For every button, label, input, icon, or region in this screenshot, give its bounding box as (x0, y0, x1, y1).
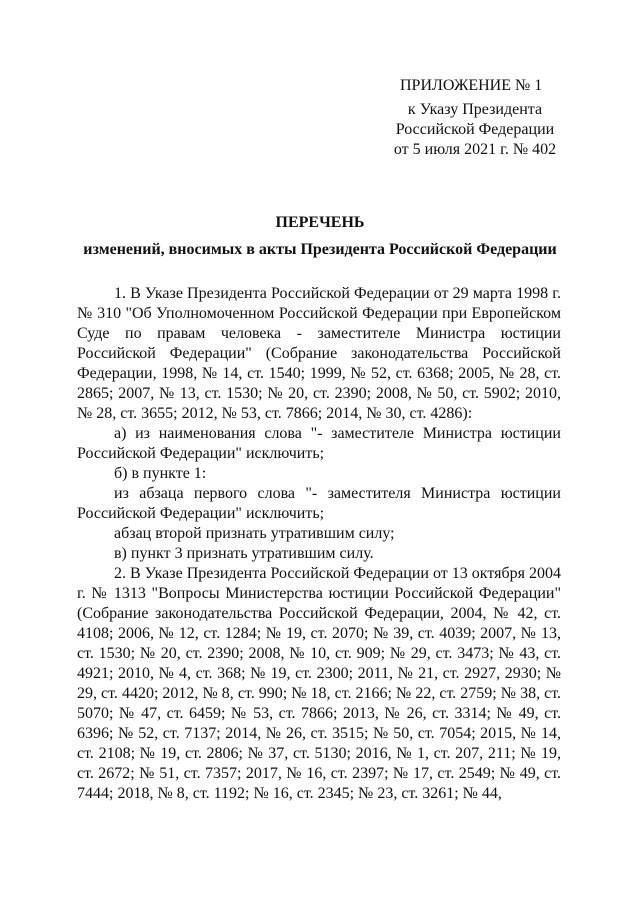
paragraph-subitem-a: а) из наименования слова "- заместителе Министра юстиции Российской Федерации" исключить; (77, 425, 561, 462)
appendix-block (390, 76, 610, 160)
appendix-ref-line: от 5 июля 2021 г. № 402 (393, 141, 557, 158)
paragraph-subitem-b-2: абзац второй признать утратившим силу; (114, 525, 395, 542)
paragraph-subitem-b-1: из абзаца первого слова "- заместителя Министра юстиции Российской Федерации" исключить; (77, 485, 561, 522)
appendix-number: ПРИЛОЖЕНИЕ № 1 (400, 77, 543, 94)
document-subtitle: изменений, вносимых в акты Президента Российской Федерации (83, 241, 557, 258)
paragraph-item-2: 2. В Указе Президента Российской Федерации от 13 октября 2004 г. № 1313 "Вопросы Министерства юстиции Российской Федерации" (Собрание законодательства Российской Федерации, 2004, № 42, ст. 4108; 2006, № 12, ст. 1284; № 19, ст. 2070; № 39, ст. 4039; 2007, № 13, ст. 1530; № 20, ст. 2390; 2008, № 10, ст. 909; № 29, ст. 3473; № 43, ст. 4921; 2010, № 4, ст. 368; № 19, ст. 2300; 2011, № 21, ст. 2927, 2930; № 29, ст. 4420; 2012, № 8, ст. 990; № 18, ст. 2166; № 22, ст. 2759; № 38, ст. 5070; № 47, ст. 6459; № 53, ст. 7866; 2013, № 26, ст. 3314; № 49, ст. 6396; № 52, ст. 7137; 2014, № 26, ст. 3515; № 50, ст. 7054; 2015, № 14, ст. 2108; № 19, ст. 2806; № 37, ст. 5130; 2016, № 1, ст. 207, 211; № 19, ст. 2672; № 51, ст. 7357; 2017, № 16, ст. 2397; № 17, ст. 2549; № 49, ст. 7444; 2018, № 8, ст. 1192; № 16, ст. 2345; № 23, ст. 3261; № 44, (77, 565, 561, 802)
appendix-ref-line: к Указу Президента (407, 101, 543, 118)
paragraph-subitem-c: в) пункт 3 признать утратившим силу. (114, 545, 374, 562)
document-title: ПЕРЕЧЕНЬ (275, 214, 365, 231)
paragraph-item-1: 1. В Указе Президента Российской Федерации от 29 марта 1998 г. № 310 "Об Уполномоченном Российской Федерации при Европейском Суде по правам человека - заместителе Министра юстиции Российской Федерации" (Собрание законодательства Российской Федерации, 1998, № 14, ст. 1540; 1999, № 52, ст. 6368; 2005, № 28, ст. 2865; 2007, № 13, ст. 1530; № 20, ст. 2390; 2008, № 50, ст. 5902; 2010, № 28, ст. 3655; 2012, № 53, ст. 7866; 2014, № 30, ст. 4286): (77, 285, 561, 422)
paragraph-subitem-b: б) в пункте 1: (114, 465, 207, 482)
appendix-ref-line: Российской Федерации (395, 121, 555, 138)
document-body (77, 284, 561, 804)
